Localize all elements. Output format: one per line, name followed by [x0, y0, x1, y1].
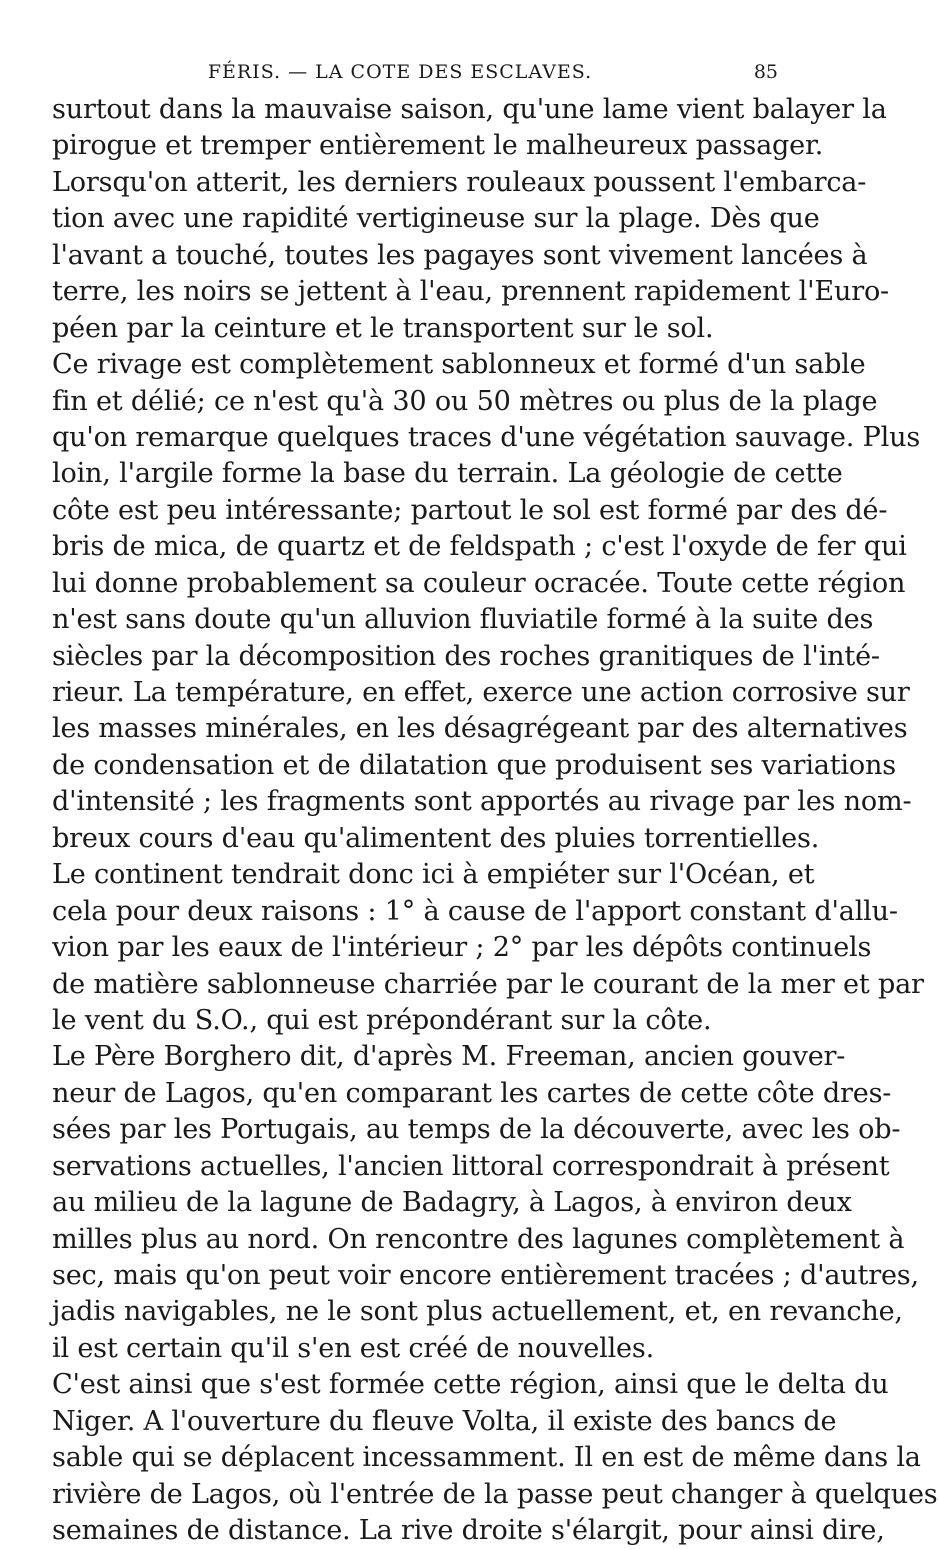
text-line: d'intensité ; les fragments sont apportés au rivage par les nom- [52, 786, 912, 818]
text-line: rivière de Lagos, où l'entrée de la passe peut changer à quelques [52, 1478, 938, 1510]
running-header [0, 58, 800, 86]
text-line: péen par la ceinture et le transportent sur le sol. [52, 312, 714, 344]
text-line: tion avec une rapidité vertigineuse sur la plage. Dès que [52, 203, 820, 235]
text-line: l'avant a touché, toutes les pagayes sont vivement lancées à [52, 239, 868, 271]
running-title: FÉRIS. — LA COTE DES ESCLAVES. [207, 61, 593, 83]
text-line: rieur. La température, en effet, exerce une action corrosive sur [52, 677, 910, 708]
text-line: cela pour deux raisons : 1° à cause de l'apport constant d'allu- [52, 895, 898, 927]
text-line: de condensation et de dilatation que produisent ses variations [52, 749, 896, 781]
text-line: Le Père Borghero dit, d'après M. Freeman, ancien gouver- [52, 1041, 846, 1073]
text-line: vion par les eaux de l'intérieur ; 2° par les dépôts continuels [52, 932, 872, 964]
text-line: servations actuelles, l'ancien littoral correspondrait à présent [52, 1150, 890, 1182]
text-line: au milieu de la lagune de Badagry, à Lagos, à environ deux [52, 1187, 852, 1219]
text-line: sec, mais qu'on peut voir encore entièrement tracées ; d'autres, [52, 1260, 919, 1291]
text-line: fin et délié; ce n'est qu'à 30 ou 50 mètres ou plus de la plage [52, 385, 878, 417]
text-line: jadis navigables, ne le sont plus actuellement, et, en revanche, [52, 1296, 903, 1328]
text-line: semaines de distance. La rive droite s'élargit, pour ainsi dire, [52, 1515, 885, 1547]
text-line: les masses minérales, en les désagrégeant par des alternatives [52, 713, 908, 745]
text-line: Ce rivage est complètement sablonneux et formé d'un sable [52, 349, 866, 381]
text-line: breux cours d'eau qu'alimentent des pluies torrentielles. [52, 822, 820, 854]
text-line: neur de Lagos, qu'en comparant les cartes de cette côte dres- [52, 1077, 892, 1109]
text-line: C'est ainsi que s'est formée cette région, ainsi que le delta du [52, 1369, 889, 1401]
text-line: de matière sablonneuse charriée par le courant de la mer et par [52, 968, 924, 1000]
text-line: sées par les Portugais, au temps de la découverte, avec les ob- [52, 1114, 901, 1146]
text-line: siècles par la décomposition des roches granitiques de l'inté- [52, 640, 880, 672]
text-line: bris de mica, de quartz et de feldspath ; c'est l'oxyde de fer qui [52, 531, 907, 563]
text-line: n'est sans doute qu'un alluvion fluviatile formé à la suite des [52, 604, 874, 636]
text-line: pirogue et tremper entièrement le malheureux passager. [52, 130, 824, 162]
text-line: qu'on remarque quelques traces d'une végétation sauvage. Plus [52, 421, 921, 453]
page-number: 85 [753, 61, 778, 83]
text-line: le vent du S.O., qui est prépondérant sur la côte. [52, 1004, 712, 1036]
text-line: lui donne probablement sa couleur ocracée. Toute cette région [52, 567, 906, 599]
text-line: Le continent tendrait donc ici à empiéter sur l'Océan, et [52, 859, 815, 891]
text-line: Niger. A l'ouverture du fleuve Volta, il existe des bancs de [52, 1405, 837, 1437]
body-text [52, 92, 938, 1550]
text-line: sable qui se déplacent incessamment. Il en est de même dans la [52, 1442, 921, 1474]
text-line: loin, l'argile forme la base du terrain. La géologie de cette [52, 458, 843, 490]
text-line: il est certain qu'il s'en est créé de nouvelles. [52, 1332, 655, 1364]
text-line: milles plus au nord. On rencontre des lagunes complètement à [52, 1223, 905, 1255]
text-line: terre, les noirs se jettent à l'eau, prennent rapidement l'Euro- [52, 276, 890, 308]
text-line: surtout dans la mauvaise saison, qu'une lame vient balayer la [52, 94, 887, 125]
text-line: Lorsqu'on atterit, les derniers rouleaux poussent l'embarca- [52, 166, 867, 198]
text-line: côte est peu intéressante; partout le sol est formé par des dé- [52, 494, 888, 526]
